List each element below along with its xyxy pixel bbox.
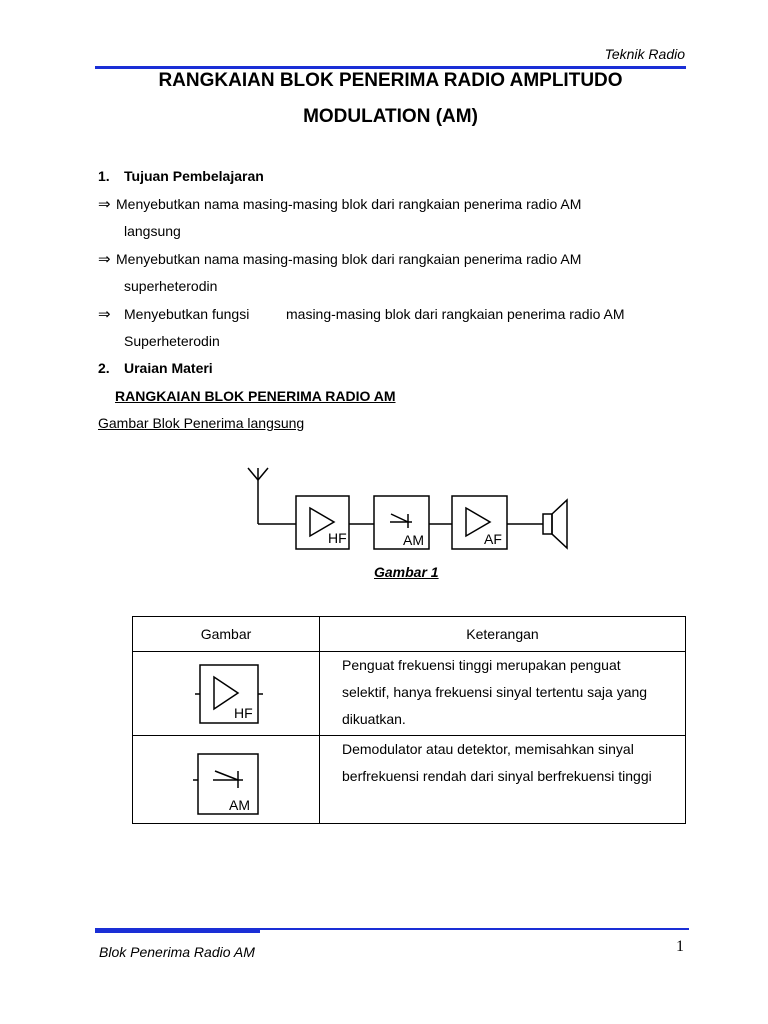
figure-caption: Gambar 1 (374, 564, 439, 580)
am-symbol-label: AM (229, 797, 250, 813)
section1-heading: Tujuan Pembelajaran (124, 168, 264, 184)
page-title-line2: MODULATION (AM) (303, 106, 478, 127)
arrow-icon: ⇒ (98, 305, 111, 323)
hf-label: HF (328, 530, 347, 546)
description-line: Demodulator atau detektor, memisahkan sinyal (342, 741, 634, 757)
header-subject: Teknik Radio (604, 46, 685, 62)
arrow-icon: ⇒ (98, 250, 111, 268)
footer-title: Blok Penerima Radio AM (99, 944, 255, 960)
objective-2-line1: Menyebutkan nama masing-masing blok dari rangkaian penerima radio AM (116, 251, 582, 267)
table-row (133, 652, 686, 736)
speaker-icon (543, 500, 567, 548)
section1-number: 1. (98, 168, 110, 184)
symbol-cell (133, 652, 320, 736)
description-line: dikuatkan. (342, 711, 406, 727)
description-cell (320, 736, 686, 824)
symbol-cell (133, 736, 320, 824)
objective-3-part2: masing-masing blok dari rangkaian penerima radio AM (286, 306, 625, 322)
keterangan-table (132, 616, 686, 824)
antenna-icon (248, 468, 296, 524)
section2-heading: Uraian Materi (124, 360, 213, 376)
block-diagram (230, 462, 580, 562)
detector-symbol (133, 736, 319, 820)
table-row (133, 736, 686, 824)
objective-1-line1: Menyebutkan nama masing-masing blok dari rangkaian penerima radio AM (116, 196, 582, 212)
objective-3-line2: Superheterodin (124, 333, 220, 349)
objective-2-line2: superheterodin (124, 278, 218, 294)
description-line: selektif, hanya frekuensi sinyal tertentu saja yang (342, 684, 648, 700)
hf-symbol-label: HF (234, 705, 253, 721)
section2-subheading: RANGKAIAN BLOK PENERIMA RADIO AM (115, 388, 396, 404)
table-header-keterangan: Keterangan (320, 617, 686, 652)
footer-rule-thick (95, 928, 260, 933)
am-label: AM (403, 532, 424, 548)
af-label: AF (484, 531, 502, 547)
objective-1-line2: langsung (124, 223, 181, 239)
section2-number: 2. (98, 360, 110, 376)
page-title-line1: RANGKAIAN BLOK PENERIMA RADIO AMPLITUDO (158, 70, 623, 91)
objective-3-part1: Menyebutkan fungsi (124, 306, 250, 322)
amplifier-symbol (133, 652, 319, 732)
description-line: berfrekuensi rendah dari sinyal berfrekuensi tinggi (342, 768, 652, 784)
figure-caption-top: Gambar Blok Penerima langsung (98, 415, 305, 431)
description-cell (320, 652, 686, 736)
description-line: Penguat frekuensi tinggi merupakan penguat (342, 657, 621, 673)
table-header-gambar: Gambar (133, 617, 320, 652)
arrow-icon: ⇒ (98, 195, 111, 213)
header-rule (95, 66, 686, 69)
page-number: 1 (676, 938, 684, 955)
